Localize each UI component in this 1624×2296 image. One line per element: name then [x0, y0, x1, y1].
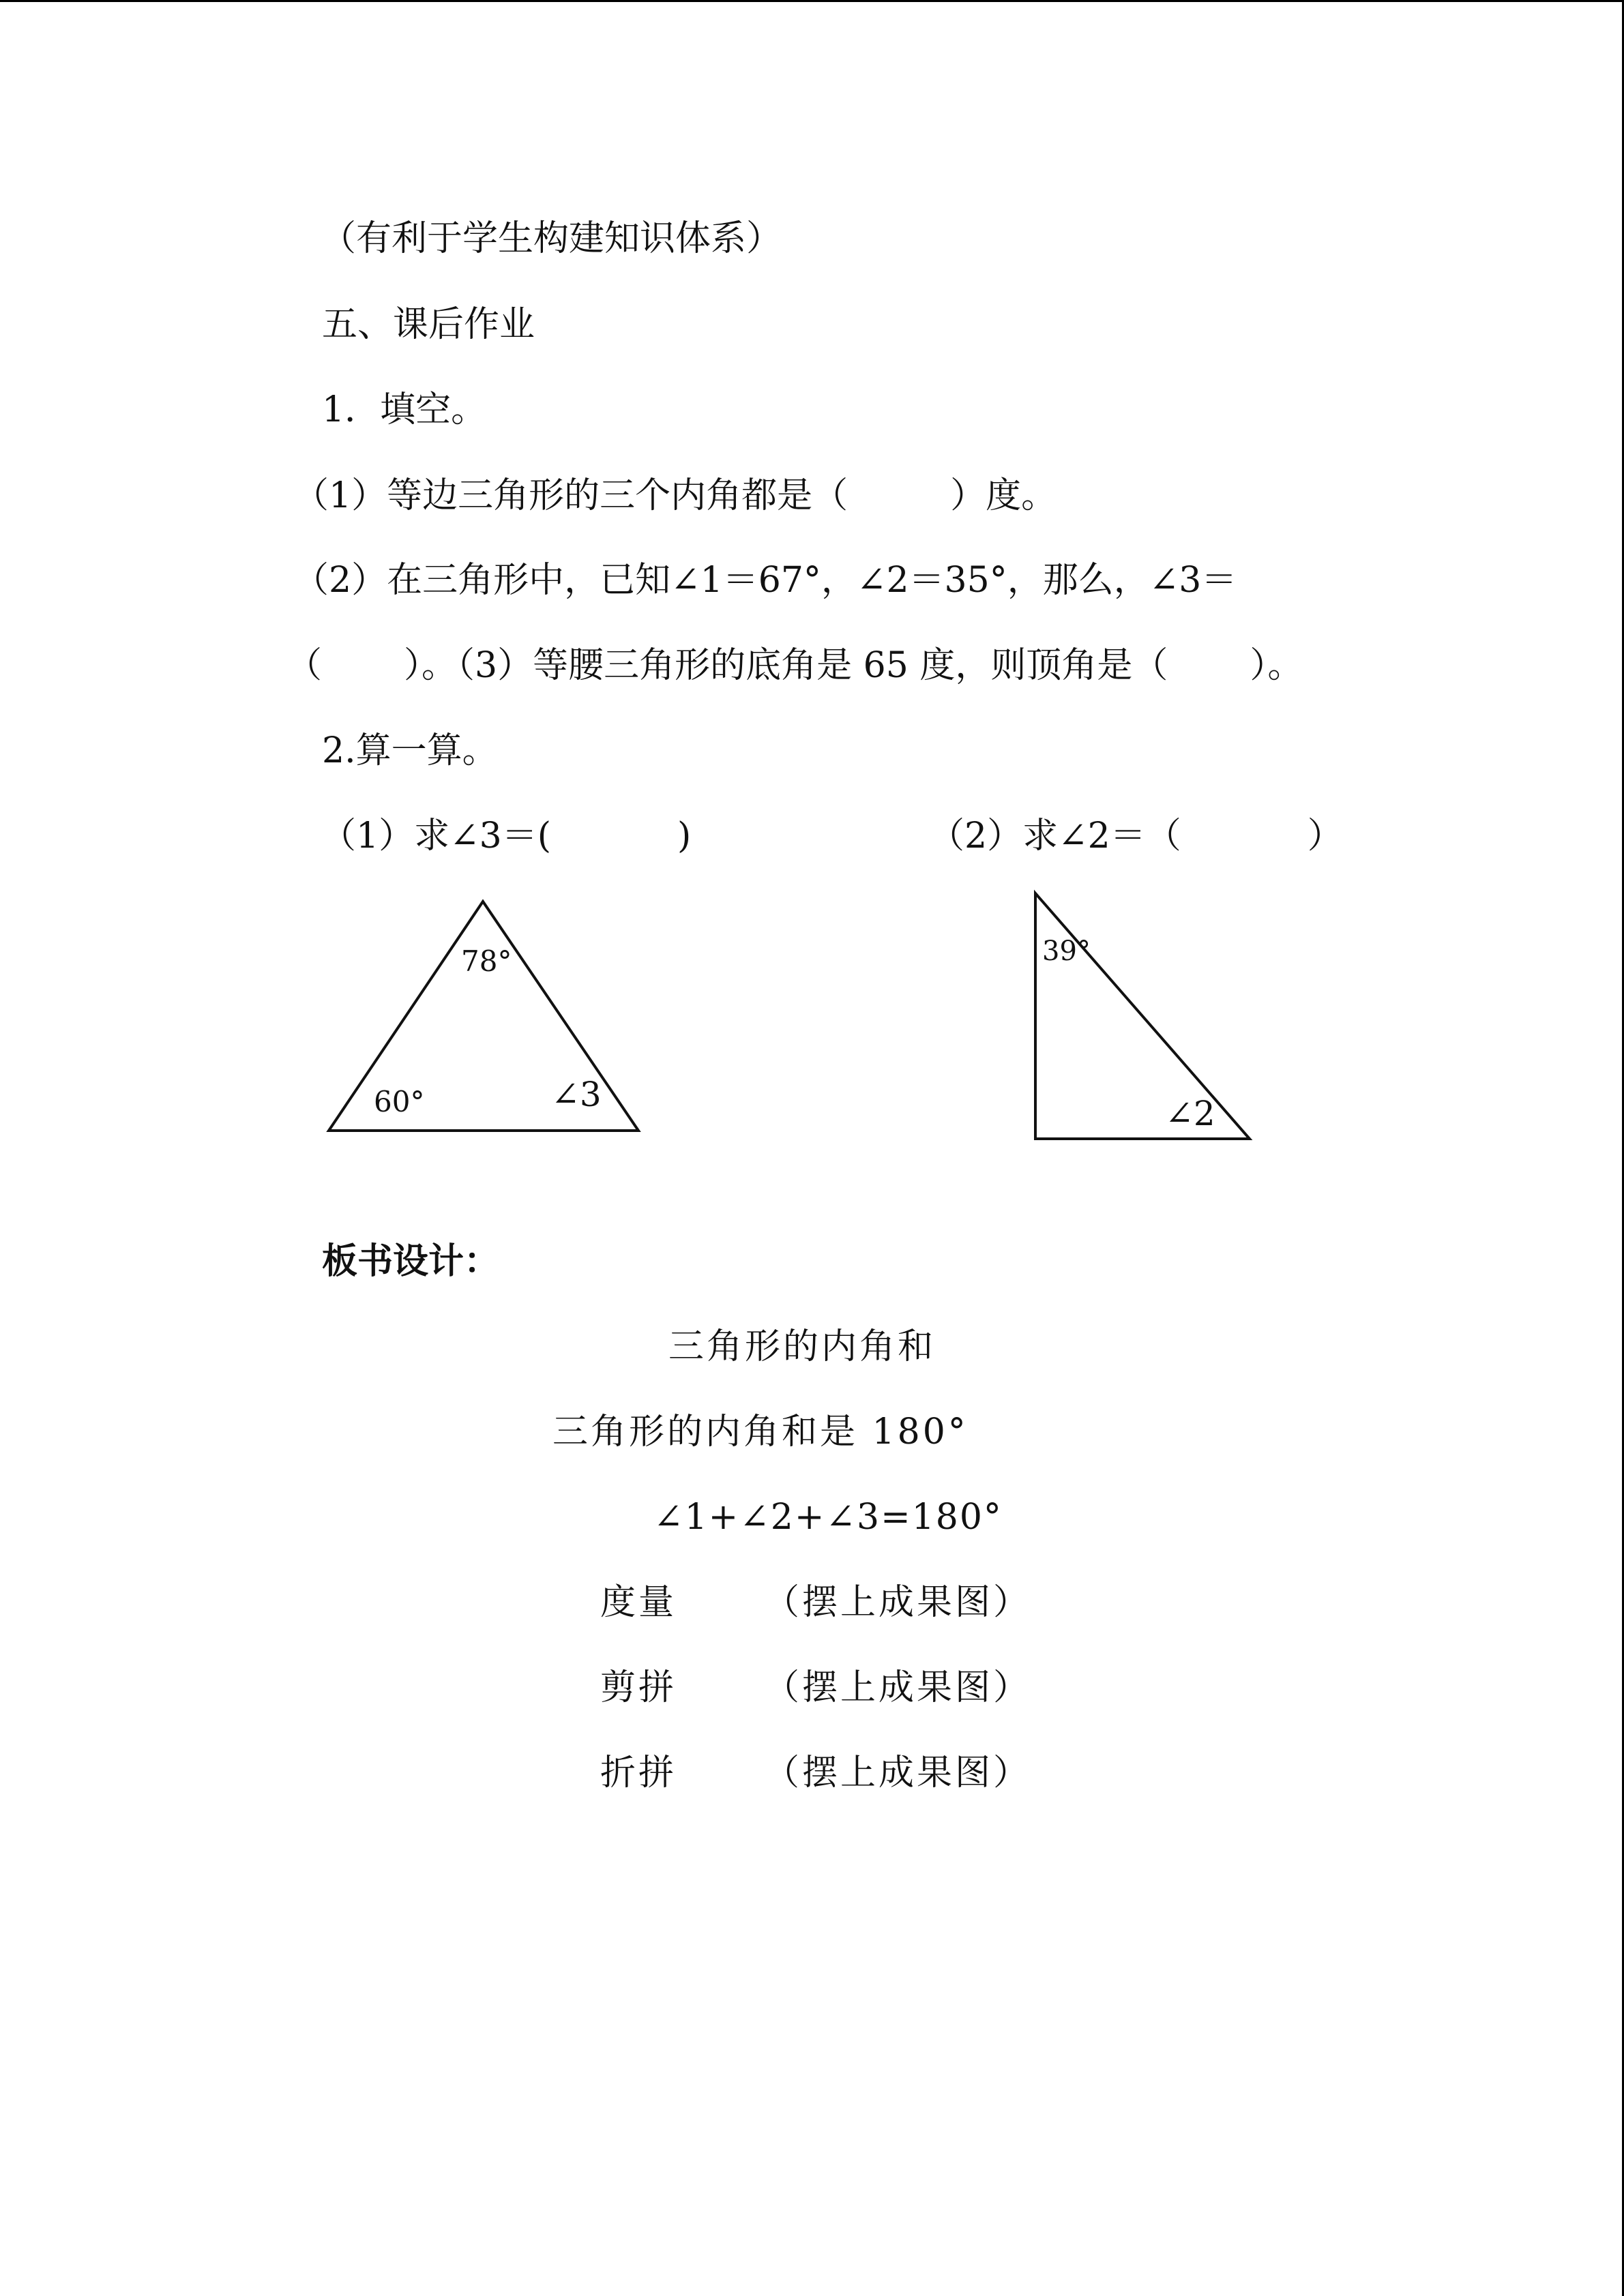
board-method-row	[600, 1582, 1032, 1623]
right-triangle-shape	[1035, 893, 1250, 1139]
angle-label-left: 60°	[374, 1085, 425, 1118]
board-method-row	[600, 1667, 1032, 1708]
board-formula: ∠1+∠2+∠3=180°	[653, 1497, 1003, 1538]
note-text: （有利于学生构建知识体系）	[321, 218, 782, 259]
q2-part2-prefix: （2）求∠2＝（	[929, 816, 1181, 856]
section-title: 五、课后作业	[322, 304, 535, 345]
q1-item3-text: ）。（3）等腰三角形的底角是 65 度，则顶角是（	[404, 645, 1168, 686]
angle-label-right: ∠3	[551, 1075, 602, 1114]
board-method-row	[600, 1753, 1032, 1793]
q1-title: 1．填空。	[322, 389, 487, 430]
board-statement: 三角形的内角和是 180°	[552, 1412, 969, 1452]
q1-item1-prefix: （1）等边三角形的三个内角都是（	[293, 475, 848, 516]
angle-label-bottom: ∠2	[1165, 1094, 1215, 1133]
board-label: 板书设计：	[322, 1240, 500, 1282]
q1-item1-suffix: ）度。	[950, 475, 1057, 516]
angle-label-top: 39°	[1042, 936, 1091, 967]
q1-item3-end: ）。	[1250, 645, 1303, 686]
q2-part1-prefix: （1）求∠3＝(	[321, 816, 552, 856]
method-note: （摆上成果图）	[764, 1753, 1032, 1793]
method-name: 剪拼	[600, 1667, 677, 1708]
board-title: 三角形的内角和	[668, 1326, 936, 1367]
method-name: 折拼	[600, 1753, 677, 1793]
q1-item2-open: （	[286, 645, 323, 686]
q2-title: 2.算一算。	[322, 730, 498, 771]
q2-part1-suffix: )	[677, 816, 692, 856]
q2-part2-suffix: ）	[1307, 816, 1343, 856]
angle-label-top: 78°	[461, 944, 512, 978]
q1-item2-text: （2）在三角形中，已知∠1＝67°，∠2＝35°，那么，∠3＝	[293, 560, 1237, 601]
method-name: 度量	[600, 1582, 677, 1623]
method-note: （摆上成果图）	[764, 1667, 1032, 1708]
method-note: （摆上成果图）	[764, 1582, 1032, 1623]
